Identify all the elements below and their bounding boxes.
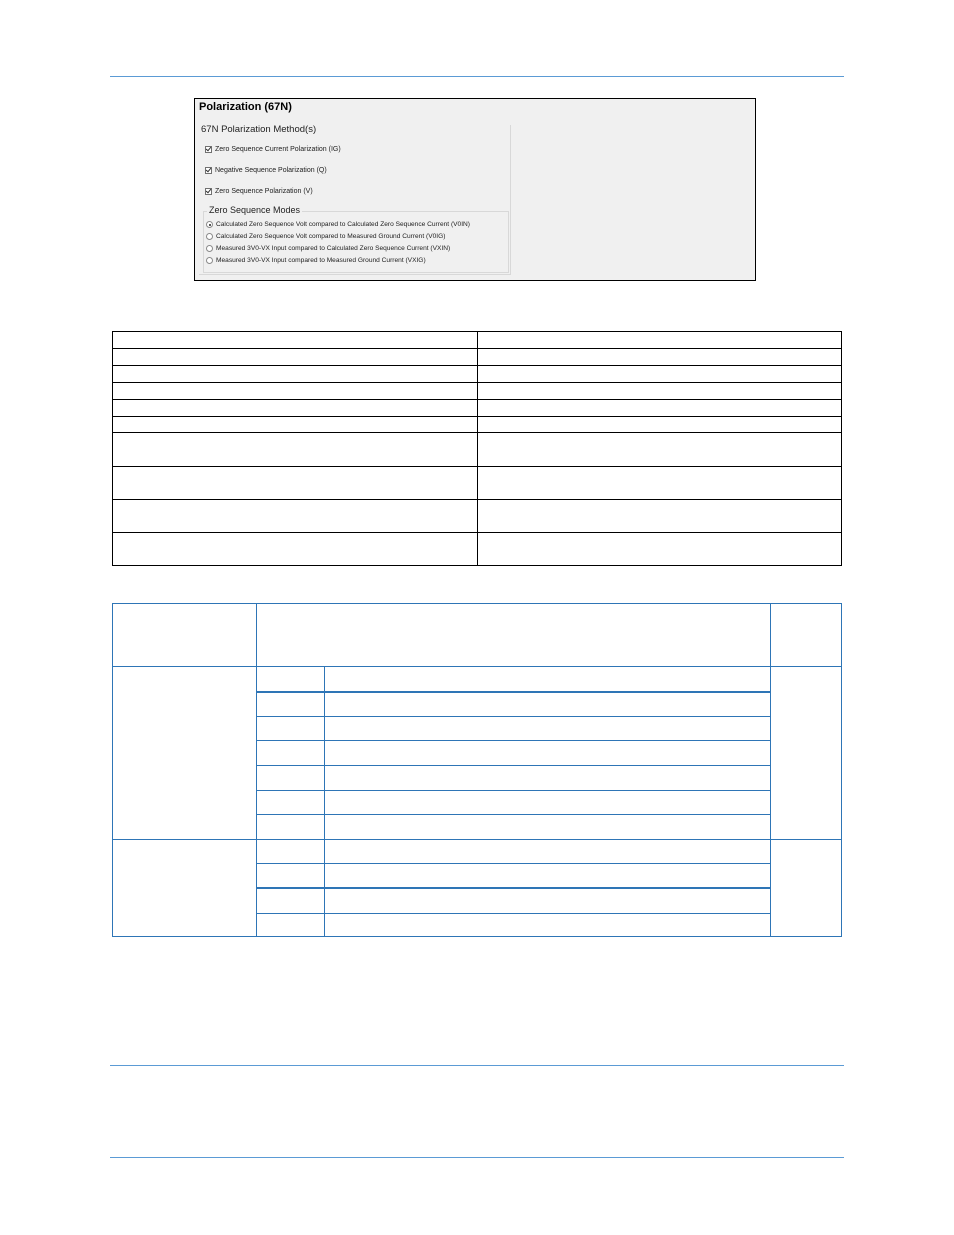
table-group-divider — [113, 839, 841, 840]
table-row — [113, 348, 841, 349]
table-row — [113, 432, 841, 433]
radio-label: Calculated Zero Sequence Volt compared to Measured Ground Current (V0IG) — [216, 233, 446, 240]
checkbox-checked-icon[interactable] — [205, 146, 212, 153]
checkbox-checked-icon[interactable] — [205, 188, 212, 195]
checkbox-label: Zero Sequence Polarization (V) — [215, 188, 313, 195]
footer-rule-upper — [110, 1065, 844, 1066]
settings-table — [112, 331, 842, 566]
table-row — [113, 466, 841, 467]
panel-title: Polarization (67N) — [199, 101, 292, 113]
group-label: 67N Polarization Method(s) — [201, 124, 317, 135]
table-row — [256, 814, 770, 815]
radio-label: Calculated Zero Sequence Volt compared to Calculated Zero Sequence Current (V0IN) — [216, 221, 470, 228]
table-header-divider — [113, 666, 841, 667]
radio-vxig[interactable] — [206, 257, 426, 264]
table-row — [113, 416, 841, 417]
checkbox-zero-seq-voltage[interactable] — [205, 188, 313, 195]
table-row — [113, 532, 841, 533]
radio-label: Measured 3V0-VX Input compared to Calculated Zero Sequence Current (VXIN) — [216, 245, 451, 252]
header-rule — [110, 76, 844, 77]
checkbox-negative-seq[interactable] — [205, 167, 327, 174]
table-row — [256, 765, 770, 766]
radio-icon[interactable] — [206, 257, 213, 264]
table-row — [256, 740, 770, 741]
checkbox-checked-icon[interactable] — [205, 167, 212, 174]
table-row — [113, 382, 841, 383]
table-row — [256, 716, 770, 717]
table-row — [113, 399, 841, 400]
radio-v0ig[interactable] — [206, 233, 445, 240]
checkbox-label: Negative Sequence Polarization (Q) — [215, 167, 327, 174]
table-row — [256, 790, 770, 791]
table-row — [113, 365, 841, 366]
radio-label: Measured 3V0-VX Input compared to Measured Ground Current (VXIG) — [216, 257, 426, 264]
radio-icon[interactable] — [206, 233, 213, 240]
table-column-divider — [324, 666, 325, 936]
footer-rule-lower — [110, 1157, 844, 1158]
table-column-divider — [477, 332, 478, 565]
logic-table — [112, 603, 842, 937]
table-row — [256, 913, 770, 914]
radio-icon[interactable] — [206, 245, 213, 252]
checkbox-label: Zero Sequence Current Polarization (IG) — [215, 146, 341, 153]
radio-v0in[interactable] — [206, 221, 470, 228]
radio-vxin[interactable] — [206, 245, 450, 252]
table-row — [256, 691, 770, 693]
table-column-divider — [770, 604, 771, 936]
table-row — [256, 887, 770, 889]
checkbox-zero-seq-current[interactable] — [205, 146, 341, 153]
polarization-panel — [194, 98, 756, 281]
modes-label: Zero Sequence Modes — [209, 205, 301, 215]
radio-selected-icon[interactable] — [206, 221, 213, 228]
table-row — [256, 863, 770, 864]
table-row — [113, 499, 841, 500]
